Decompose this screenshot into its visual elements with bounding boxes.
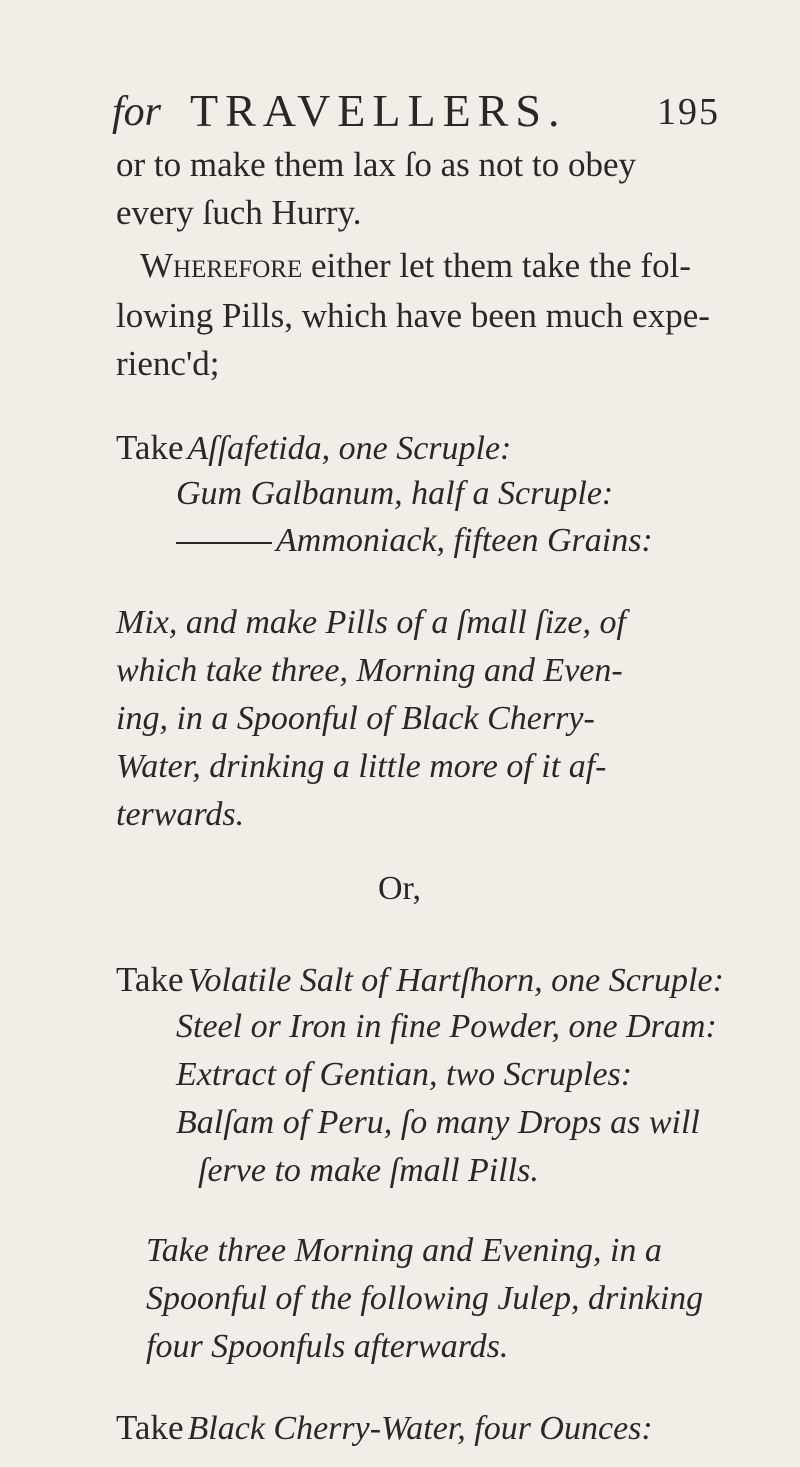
text-line: lowing Pills, which have been much expe- bbox=[116, 296, 710, 335]
recipe-line bbox=[116, 1408, 653, 1448]
text-span: either let them take the fol- bbox=[302, 246, 691, 285]
wherefore-word: Wherefore bbox=[140, 246, 303, 285]
ingredient: Ammoniack, fifteen Grains: bbox=[276, 522, 653, 559]
page-number: 195 bbox=[657, 91, 720, 133]
running-head-title: TRAVELLERS. bbox=[190, 85, 567, 136]
direction-line: four Spoonfuls afterwards. bbox=[146, 1328, 509, 1365]
direction-line: ing, in a Spoonful of Black Cherry- bbox=[116, 700, 595, 737]
or-divider: Or, bbox=[378, 870, 422, 907]
ingredient: Aſſafetida, one Scruple: bbox=[187, 430, 512, 467]
text-line: rienc'd; bbox=[116, 344, 220, 383]
ingredient: Extract of Gentian, two Scruples: bbox=[176, 1056, 633, 1093]
direction-line: terwards. bbox=[116, 796, 245, 833]
take-word: Take bbox=[116, 960, 184, 999]
text-line bbox=[140, 246, 691, 286]
recipe-line bbox=[116, 960, 724, 1000]
recipe-line bbox=[116, 428, 511, 468]
ingredient-line bbox=[176, 522, 653, 560]
ditto-rule bbox=[176, 542, 272, 544]
direction-line: which take three, Morning and Even- bbox=[116, 652, 623, 689]
ingredient: Steel or Iron in fine Powder, one Dram: bbox=[176, 1008, 717, 1045]
text-line: or to make them lax ſo as not to obey bbox=[116, 145, 637, 184]
take-word: Take bbox=[116, 1408, 184, 1447]
ingredient: Black Cherry-Water, four Ounces: bbox=[187, 1410, 653, 1447]
direction-line: Spoonful of the following Julep, drinking bbox=[146, 1280, 704, 1317]
ingredient: Volatile Salt of Hartſhorn, one Scruple: bbox=[187, 962, 724, 999]
direction-line: Take three Morning and Evening, in a bbox=[146, 1232, 662, 1269]
ingredient: Balſam of Peru, ſo many Drops as will bbox=[176, 1104, 700, 1141]
ingredient: ſerve to make ſmall Pills. bbox=[198, 1152, 539, 1189]
direction-line: Mix, and make Pills of a ſmall ſize, of bbox=[116, 604, 626, 641]
take-word: Take bbox=[116, 428, 184, 467]
direction-line: Water, drinking a little more of it af- bbox=[116, 748, 607, 785]
text-line: every ſuch Hurry. bbox=[116, 193, 362, 232]
running-head-prefix: for bbox=[112, 89, 162, 135]
ingredient: Gum Galbanum, half a Scruple: bbox=[176, 475, 614, 512]
